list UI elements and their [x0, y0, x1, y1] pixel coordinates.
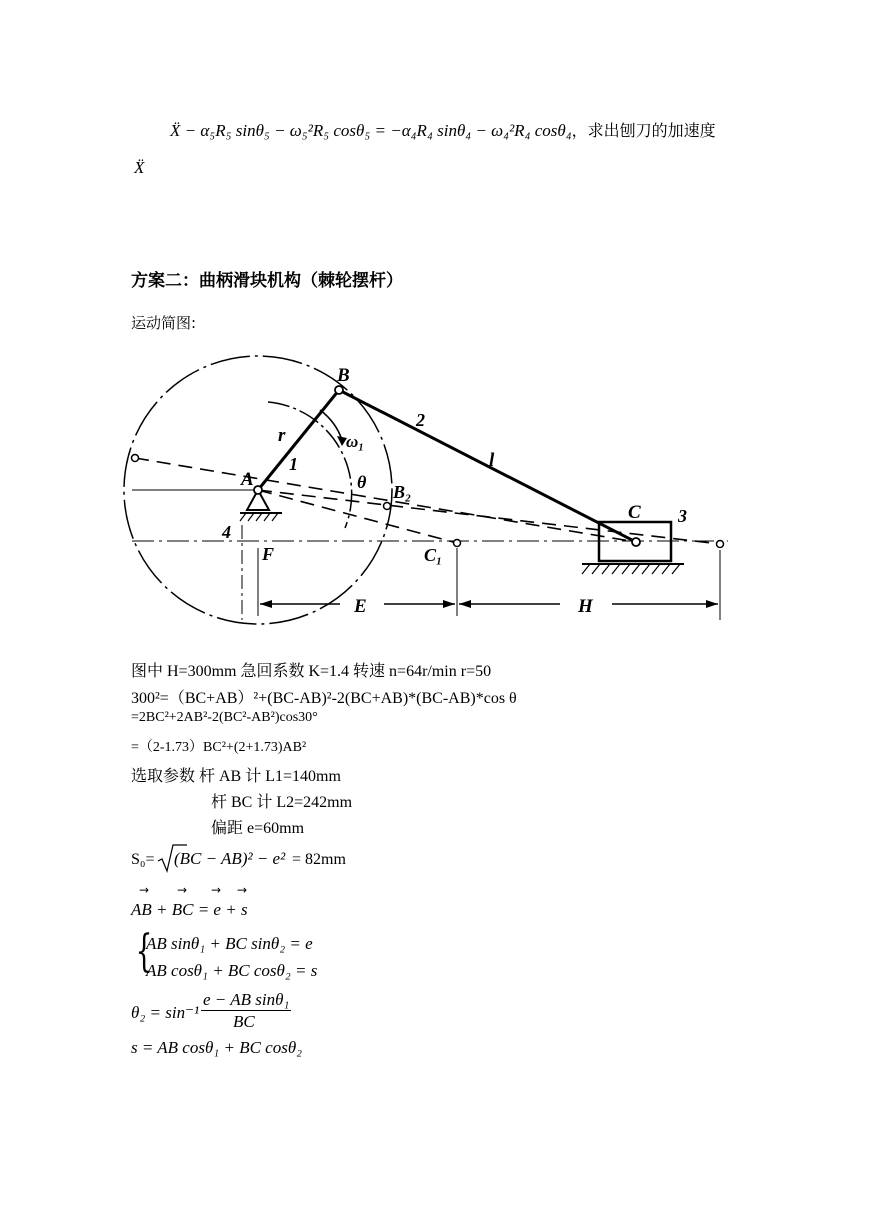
dashed-line-c1	[258, 490, 457, 543]
label-theta: θ	[357, 472, 367, 492]
label-b: B	[337, 365, 350, 386]
equation-x-ddot: Ẍ	[134, 158, 145, 177]
param-line-4: =（2-1.73）BC²+(2+1.73)AB²	[131, 740, 307, 755]
label-omega: ω₁	[346, 432, 365, 451]
label-b2: B₂	[393, 482, 412, 502]
crank-ab	[258, 390, 339, 490]
s-equation: s = AB cosθ₁ + BC cosθ₂	[131, 1038, 303, 1057]
section-subheading: 运动简图:	[131, 314, 197, 332]
label-e: E	[354, 596, 367, 617]
system-brace: {	[135, 926, 153, 977]
arrow-bc-icon: →	[177, 883, 188, 897]
s0-expression: (BC − AB)² − e²	[174, 849, 286, 868]
s0-label: S₀=	[131, 851, 155, 868]
system-eq-2: AB cosθ₁ + BC cosθ₂ = s	[146, 961, 318, 980]
label-r: r	[278, 425, 286, 446]
equation-acceleration-suffix: ，求出刨刀的加速度	[571, 121, 716, 140]
dashed-line-extreme	[258, 490, 720, 544]
dashed-line-upper	[135, 458, 636, 542]
arrow-ab-icon: →	[139, 883, 150, 897]
param-line-1: 图中 H=300mm 急回系数 K=1.4 转速 n=64r/min r=50	[131, 663, 492, 680]
label-l: l	[489, 450, 495, 471]
theta2-numerator: e − AB sinθ₁	[203, 990, 290, 1009]
label-frame-4: 4	[222, 522, 231, 542]
equation-acceleration-text: Ẍ − α₅R₅ sinθ₅ − ω₅²R₅ cosθ₅ = −α₄R₄ sinθ₄ − ω₄²R₄ cosθ₄	[170, 121, 572, 140]
label-c: C	[628, 502, 641, 523]
section-heading: 方案二：曲柄滑块机构（棘轮摆杆）	[131, 271, 403, 291]
arrow-e-icon: →	[211, 883, 222, 897]
param-line-2: 300²=（BC+AB）²+(BC-AB)²-2(BC+AB)*(BC-AB)*cos θ	[131, 690, 517, 707]
param-line-3: =2BC²+2AB²-2(BC²-AB²)cos30°	[131, 710, 318, 725]
theta2-denominator: BC	[233, 1012, 255, 1031]
param-line-7: 偏距 e=60mm	[211, 820, 305, 837]
arrow-s-icon: →	[237, 883, 248, 897]
rod-bc	[339, 390, 636, 542]
theta2-lhs: θ₂ = sin⁻¹	[131, 1003, 200, 1022]
rotation-arc	[268, 402, 352, 528]
param-line-5: 选取参数 杆 AB 计 L1=140mm	[131, 768, 341, 785]
label-rod-2: 2	[416, 410, 425, 430]
label-crank-1: 1	[289, 454, 298, 474]
label-f: F	[262, 544, 275, 564]
label-slider-3: 3	[678, 506, 687, 526]
label-c1: C₁	[424, 545, 443, 565]
label-h: H	[578, 596, 593, 617]
s0-result: = 82mm	[292, 851, 346, 868]
vector-equation: AB + BC = e + s	[131, 900, 248, 919]
label-a: A	[241, 469, 254, 490]
system-eq-1: AB sinθ₁ + BC sinθ₂ = e	[146, 934, 313, 953]
param-line-6: 杆 BC 计 L2=242mm	[211, 794, 353, 811]
fraction-bar	[201, 1010, 291, 1011]
